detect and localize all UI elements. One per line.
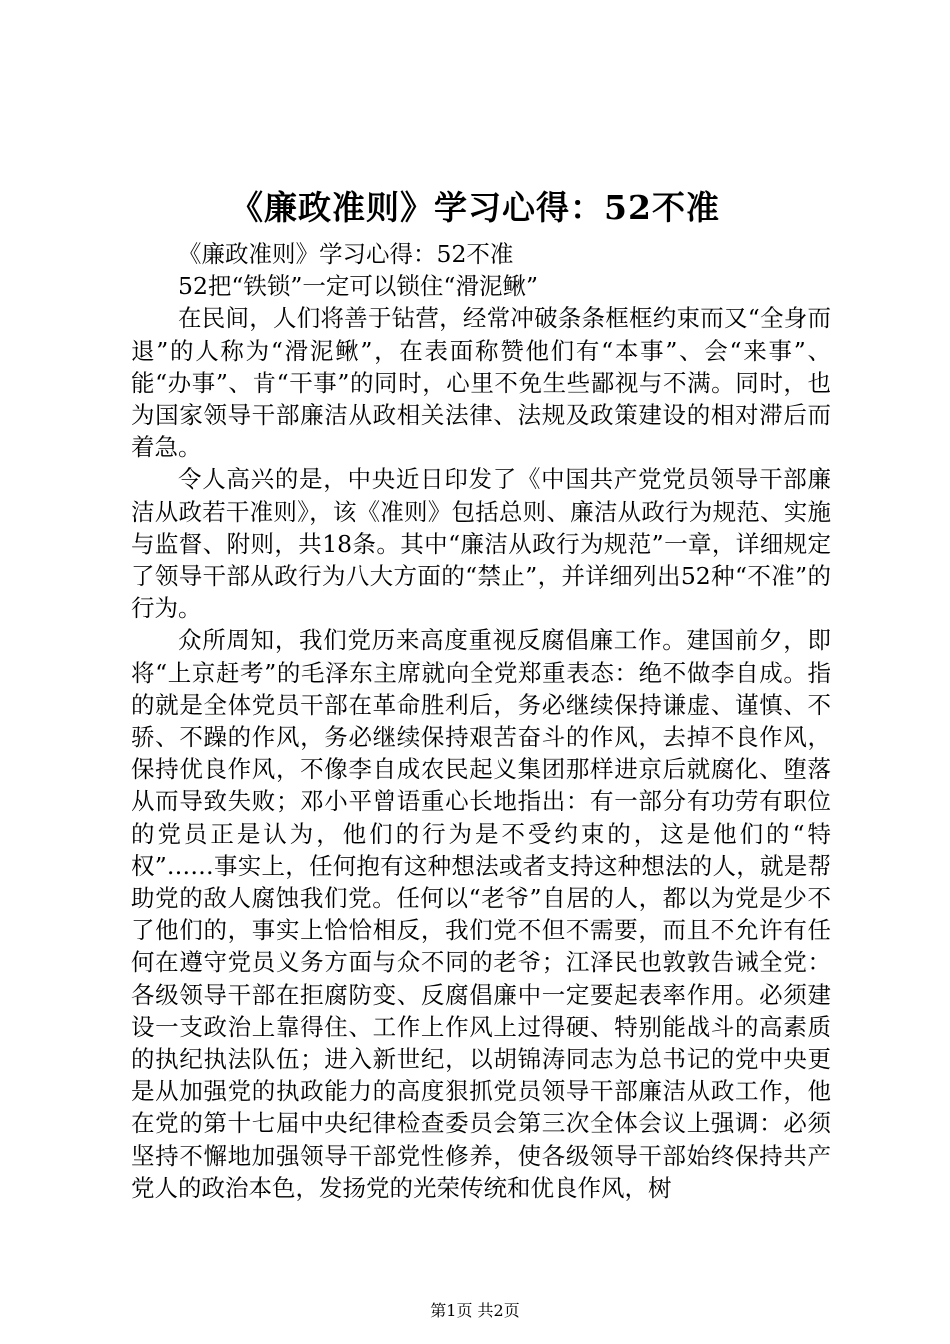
paragraph-3: 众所周知，我们党历来高度重视反腐倡廉工作。建国前夕，即将“上京赶考”的毛泽东主席就向全党郑重表态：绝不做李自成。指的就是全体党员干部在革命胜利后，务必继续保持谦虚、谨慎、不骄、不躁的作风，务必继续保持艰苦奋斗的作风，去掉不良作风，保持优良作风，不像李自成农民起义集团那样进京后就腐化、堕落从而导致失败；邓小平曾语重心长地指出：有一部分有功劳有职位的党员正是认为，他们的行为是不受约束的，这是他们的“特权”……事实上，任何抱有这种想法或者支持这种想法的人，就是帮助党的敌人腐蚀我们党。任何以“老爷”自居的人，都以为党是少不了他们的，事实上恰恰相反，我们党不但不需要，而且不允许有任何在遵守党员义务方面与众不同的老爷；江泽民也敦敦告诫全党：各级领导干部在拒腐防变、反腐倡廉中一定要起表率作用。必须建设一支政治上靠得住、工作上作风上过得硬、特别能战斗的高素质的执纪执法队伍；进入新世纪，以胡锦涛同志为总书记的党中央更是从加强党的执政能力的高度狠抓党员领导干部廉洁从政工作，他在党的第十七届中央纪律检查委员会第三次全体会议上强调：必须坚持不懈地加强领导干部党性修养，使各级领导干部始终保持共产党人的政治本色，发扬党的光荣传统和优良作风，树 xyxy=(131,626,831,1202)
page-footer: 第1页 共2页 xyxy=(430,1301,520,1320)
document-title: 《廉政准则》学习心得：52不准 xyxy=(230,188,720,227)
paragraph-subtitle: 《廉政准则》学习心得：52不准 xyxy=(178,240,514,268)
document-body xyxy=(131,238,831,1204)
paragraph-2: 令人高兴的是，中央近日印发了《中国共产党党员领导干部廉洁从政若干准则》，该《准则》包括总则、廉洁从政行为规范、实施与监督、附则，共18条。其中“廉洁从政行为规范”一章，详细规定了领导干部从政行为八大方面的“禁止”，并详细列出52种“不准”的行为。 xyxy=(131,465,831,623)
paragraph-heading: 52把“铁锁”一定可以锁住“滑泥鳅” xyxy=(178,272,538,301)
paragraph-1: 在民间，人们将善于钻营，经常冲破条条框框约束而又“全身而退”的人称为“滑泥鳅”，在表面称赞他们有“本事”、会“来事”、能“办事”、肯“干事”的同时，心里不免生些鄙视与不满。同时，也为国家领导干部廉洁从政相关法律、法规及政策建设的相对滞后而着急。 xyxy=(131,304,831,462)
